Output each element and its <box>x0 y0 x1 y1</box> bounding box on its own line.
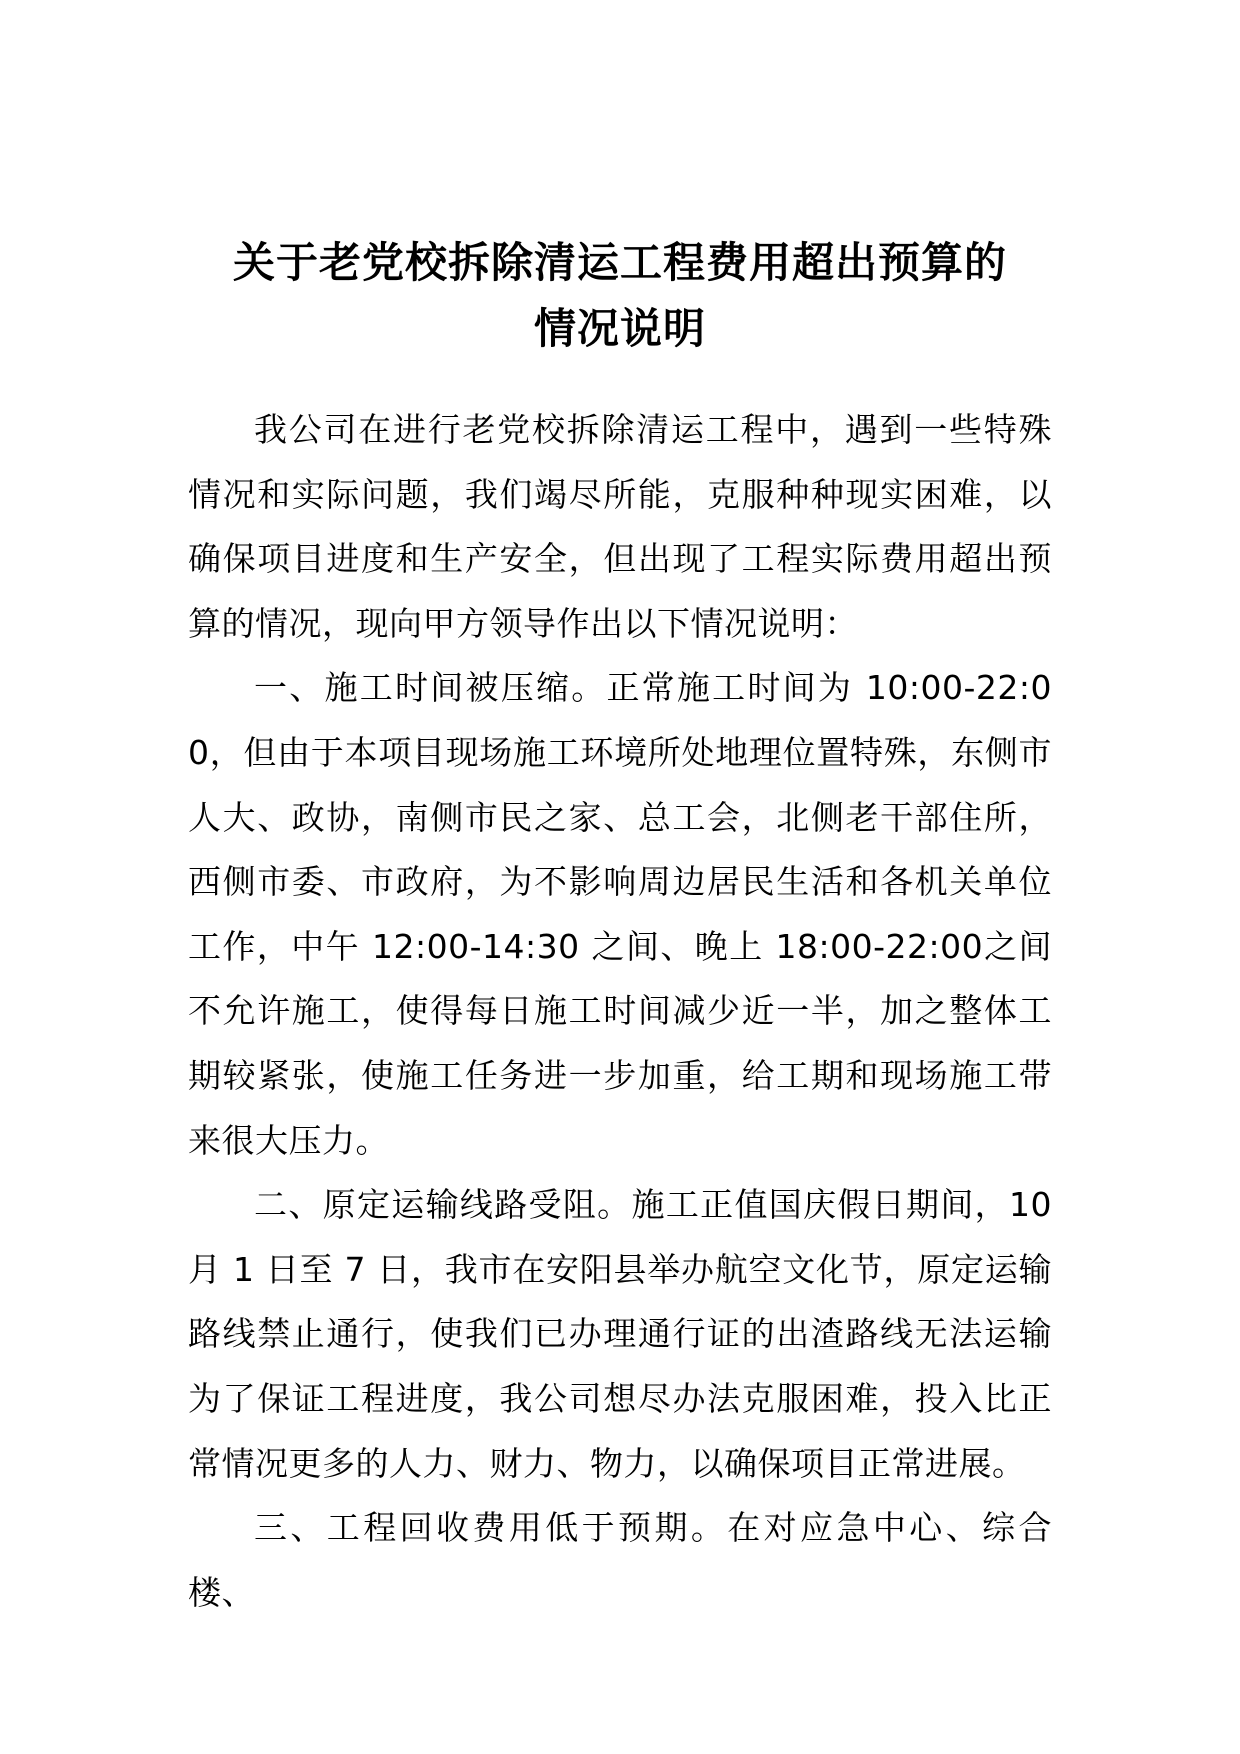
paragraph-point-1: 一、施工时间被压缩。正常施工时间为 10:00-22:00，但由于本项目现场施工环境所处地理位置特殊，东侧市人大、政协，南侧市民之家、总工会，北侧老干部住所，西侧市委、市政府，为不影响周边居民生活和各机关单位工作，中午 12:00-14:30 之间、晚上 18:00-22:00之间不允许施工，使得每日施工时间减少近一半，加之整体工期较紧张，使施工任务进一步加重，给工期和现场施工带来很大压力。 <box>188 668 1052 1160</box>
paragraph-point-2: 二、原定运输线路受阻。施工正值国庆假日期间，10 月 1 日至 7 日，我市在安阳县举办航空文化节，原定运输路线禁止通行，使我们已办理通行证的出渣路线无法运输为了保证工程进度，我公司想尽办法克服困难，投入比正常情况更多的人力、财力、物力，以确保项目正常进展。 <box>188 1185 1052 1483</box>
paragraph-intro: 我公司在进行老党校拆除清运工程中，遇到一些特殊情况和实际问题，我们竭尽所能，克服种种现实困难，以确保项目进度和生产安全，但出现了工程实际费用超出预算的情况，现向甲方领导作出以下情况说明： <box>188 410 1052 643</box>
document-title-line-1: 关于老党校拆除清运工程费用超出预算的 <box>232 238 1007 287</box>
document-title-line-2: 情况说明 <box>533 304 706 353</box>
document-body <box>188 398 1052 1625</box>
paragraph-point-3: 三、工程回收费用低于预期。在对应急中心、综合楼、 <box>188 1508 1052 1612</box>
